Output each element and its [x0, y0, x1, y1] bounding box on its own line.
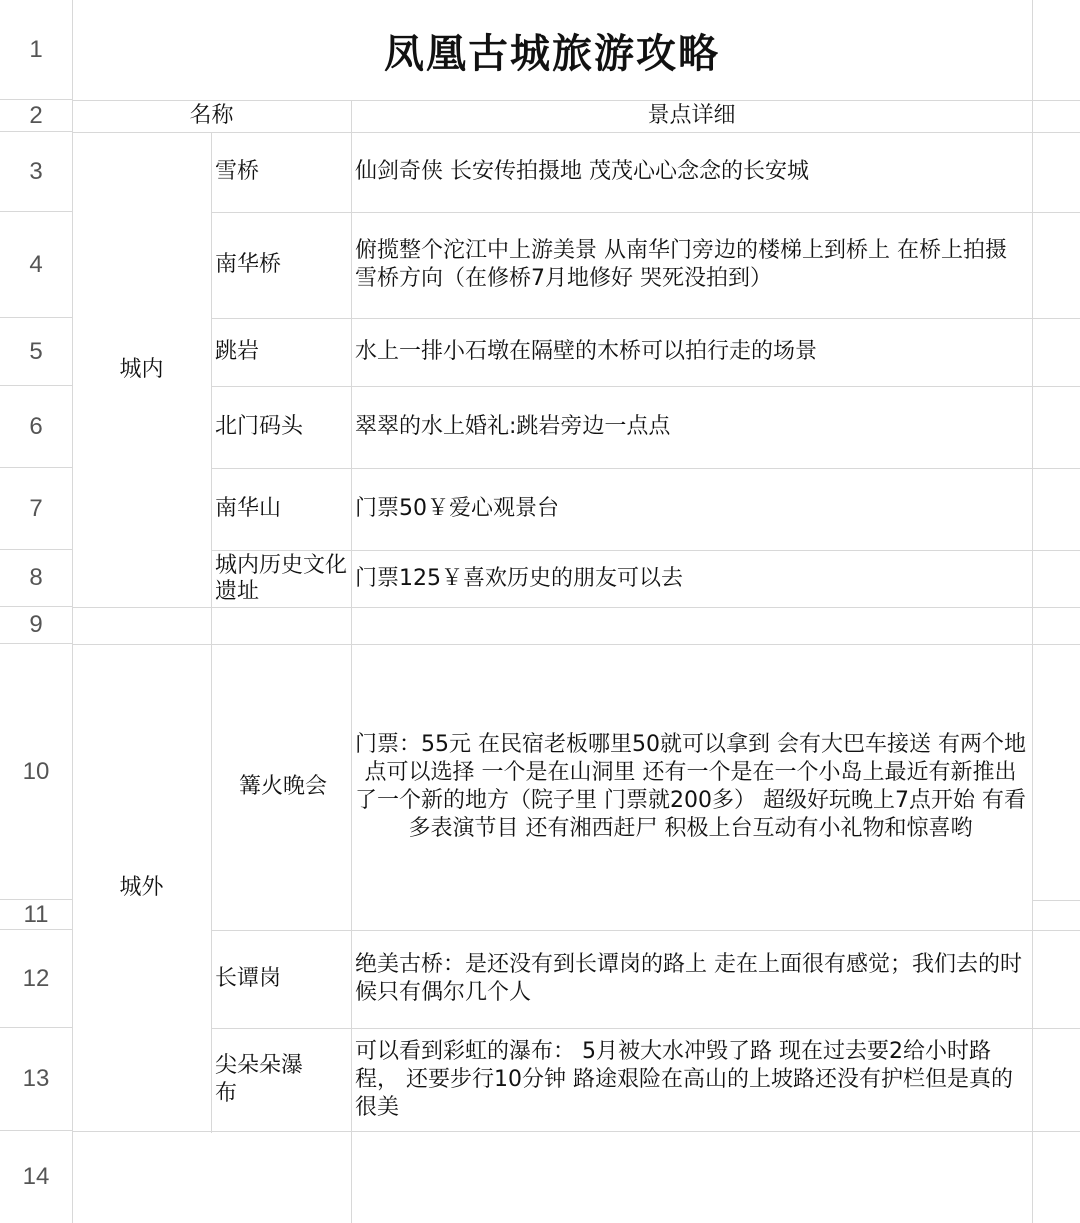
header-detail[interactable]: 景点详细 [647, 103, 736, 128]
row-header-14[interactable]: 14 [0, 1131, 72, 1223]
row-header-2[interactable]: 2 [0, 100, 72, 132]
row-header-1[interactable]: 1 [0, 0, 72, 100]
grid-line [72, 607, 1080, 608]
attraction-name[interactable]: 篝火晚会 [238, 774, 327, 799]
sheet-title[interactable]: 凤凰古城旅游攻略 [384, 30, 720, 77]
attraction-detail[interactable]: 翠翠的水上婚礼:跳岩旁边一点点 [355, 414, 671, 439]
row-header-5[interactable]: 5 [0, 318, 72, 386]
attraction-name[interactable]: 尖朵朵瀑布 [215, 1052, 304, 1106]
row-header-13[interactable]: 13 [0, 1028, 72, 1131]
row-header-12[interactable]: 12 [0, 930, 72, 1028]
attraction-detail[interactable]: 俯揽整个沱江中上游美景 从南华门旁边的楼梯上到桥上 在桥上拍摄雪桥方向（在修桥7月地修好 哭死没拍到） [355, 238, 1007, 291]
attraction-detail[interactable]: 门票125￥喜欢历史的朋友可以去 [355, 565, 683, 591]
attraction-name[interactable]: 跳岩 [215, 339, 260, 364]
row-header-9[interactable]: 9 [0, 607, 72, 644]
attraction-name[interactable]: 城内历史文化遗址 [215, 552, 348, 604]
attraction-detail[interactable]: 仙剑奇侠 长安传拍摄地 茂茂心心念念的长安城 [355, 159, 809, 184]
attraction-name[interactable]: 长谭岗 [215, 966, 282, 991]
row-header-7[interactable]: 7 [0, 468, 72, 550]
attraction-detail[interactable]: 可以看到彩虹的瀑布： 5月被大水冲毁了路 现在过去要2给小时路程， 还要步行10分钟 路途艰险在高山的上坡路还没有护栏但是真的很美 [355, 1038, 1013, 1120]
empty-cell[interactable] [72, 1131, 351, 1223]
row-header-4[interactable]: 4 [0, 212, 72, 318]
row-header-3[interactable]: 3 [0, 132, 72, 212]
attraction-name[interactable]: 雪桥 [215, 159, 260, 184]
attraction-detail[interactable]: 绝美古桥：是还没有到长谭岗的路上 走在上面很有感觉；我们去的时候只有偶尔几个人 [355, 952, 1022, 1005]
attraction-detail[interactable]: 水上一排小石墩在隔壁的木桥可以拍行走的场景 [355, 339, 818, 364]
header-name[interactable]: 名称 [189, 103, 234, 128]
attraction-name[interactable]: 南华山 [215, 496, 282, 521]
next-column-edge[interactable] [1032, 0, 1080, 1223]
attraction-detail[interactable]: 门票：55元 在民宿老板哪里50就可以拿到 会有大巴车接送 有两个地点可以选择 一个是在山洞里 还有一个是在一个小岛上最近有新推出了一个新的地方（院子里 门票就200多） 超级好玩晚上7点开始 有看多表演节目 还有湘西赶尸 积极上台互动有小礼物和惊喜哟 [355, 732, 1026, 841]
row-header-10[interactable]: 10 [0, 644, 72, 900]
attraction-name[interactable]: 北门码头 [215, 414, 304, 439]
empty-cell[interactable] [351, 1131, 1032, 1223]
row-header-11[interactable]: 11 [0, 900, 72, 930]
group-cell-inner[interactable]: 城内 [119, 356, 164, 382]
row-header-8[interactable]: 8 [0, 550, 72, 607]
attraction-name[interactable]: 南华桥 [215, 252, 282, 277]
attraction-detail[interactable]: 门票50￥爱心观景台 [355, 496, 559, 521]
row-header-6[interactable]: 6 [0, 386, 72, 468]
group-cell-outer[interactable]: 城外 [119, 874, 164, 900]
